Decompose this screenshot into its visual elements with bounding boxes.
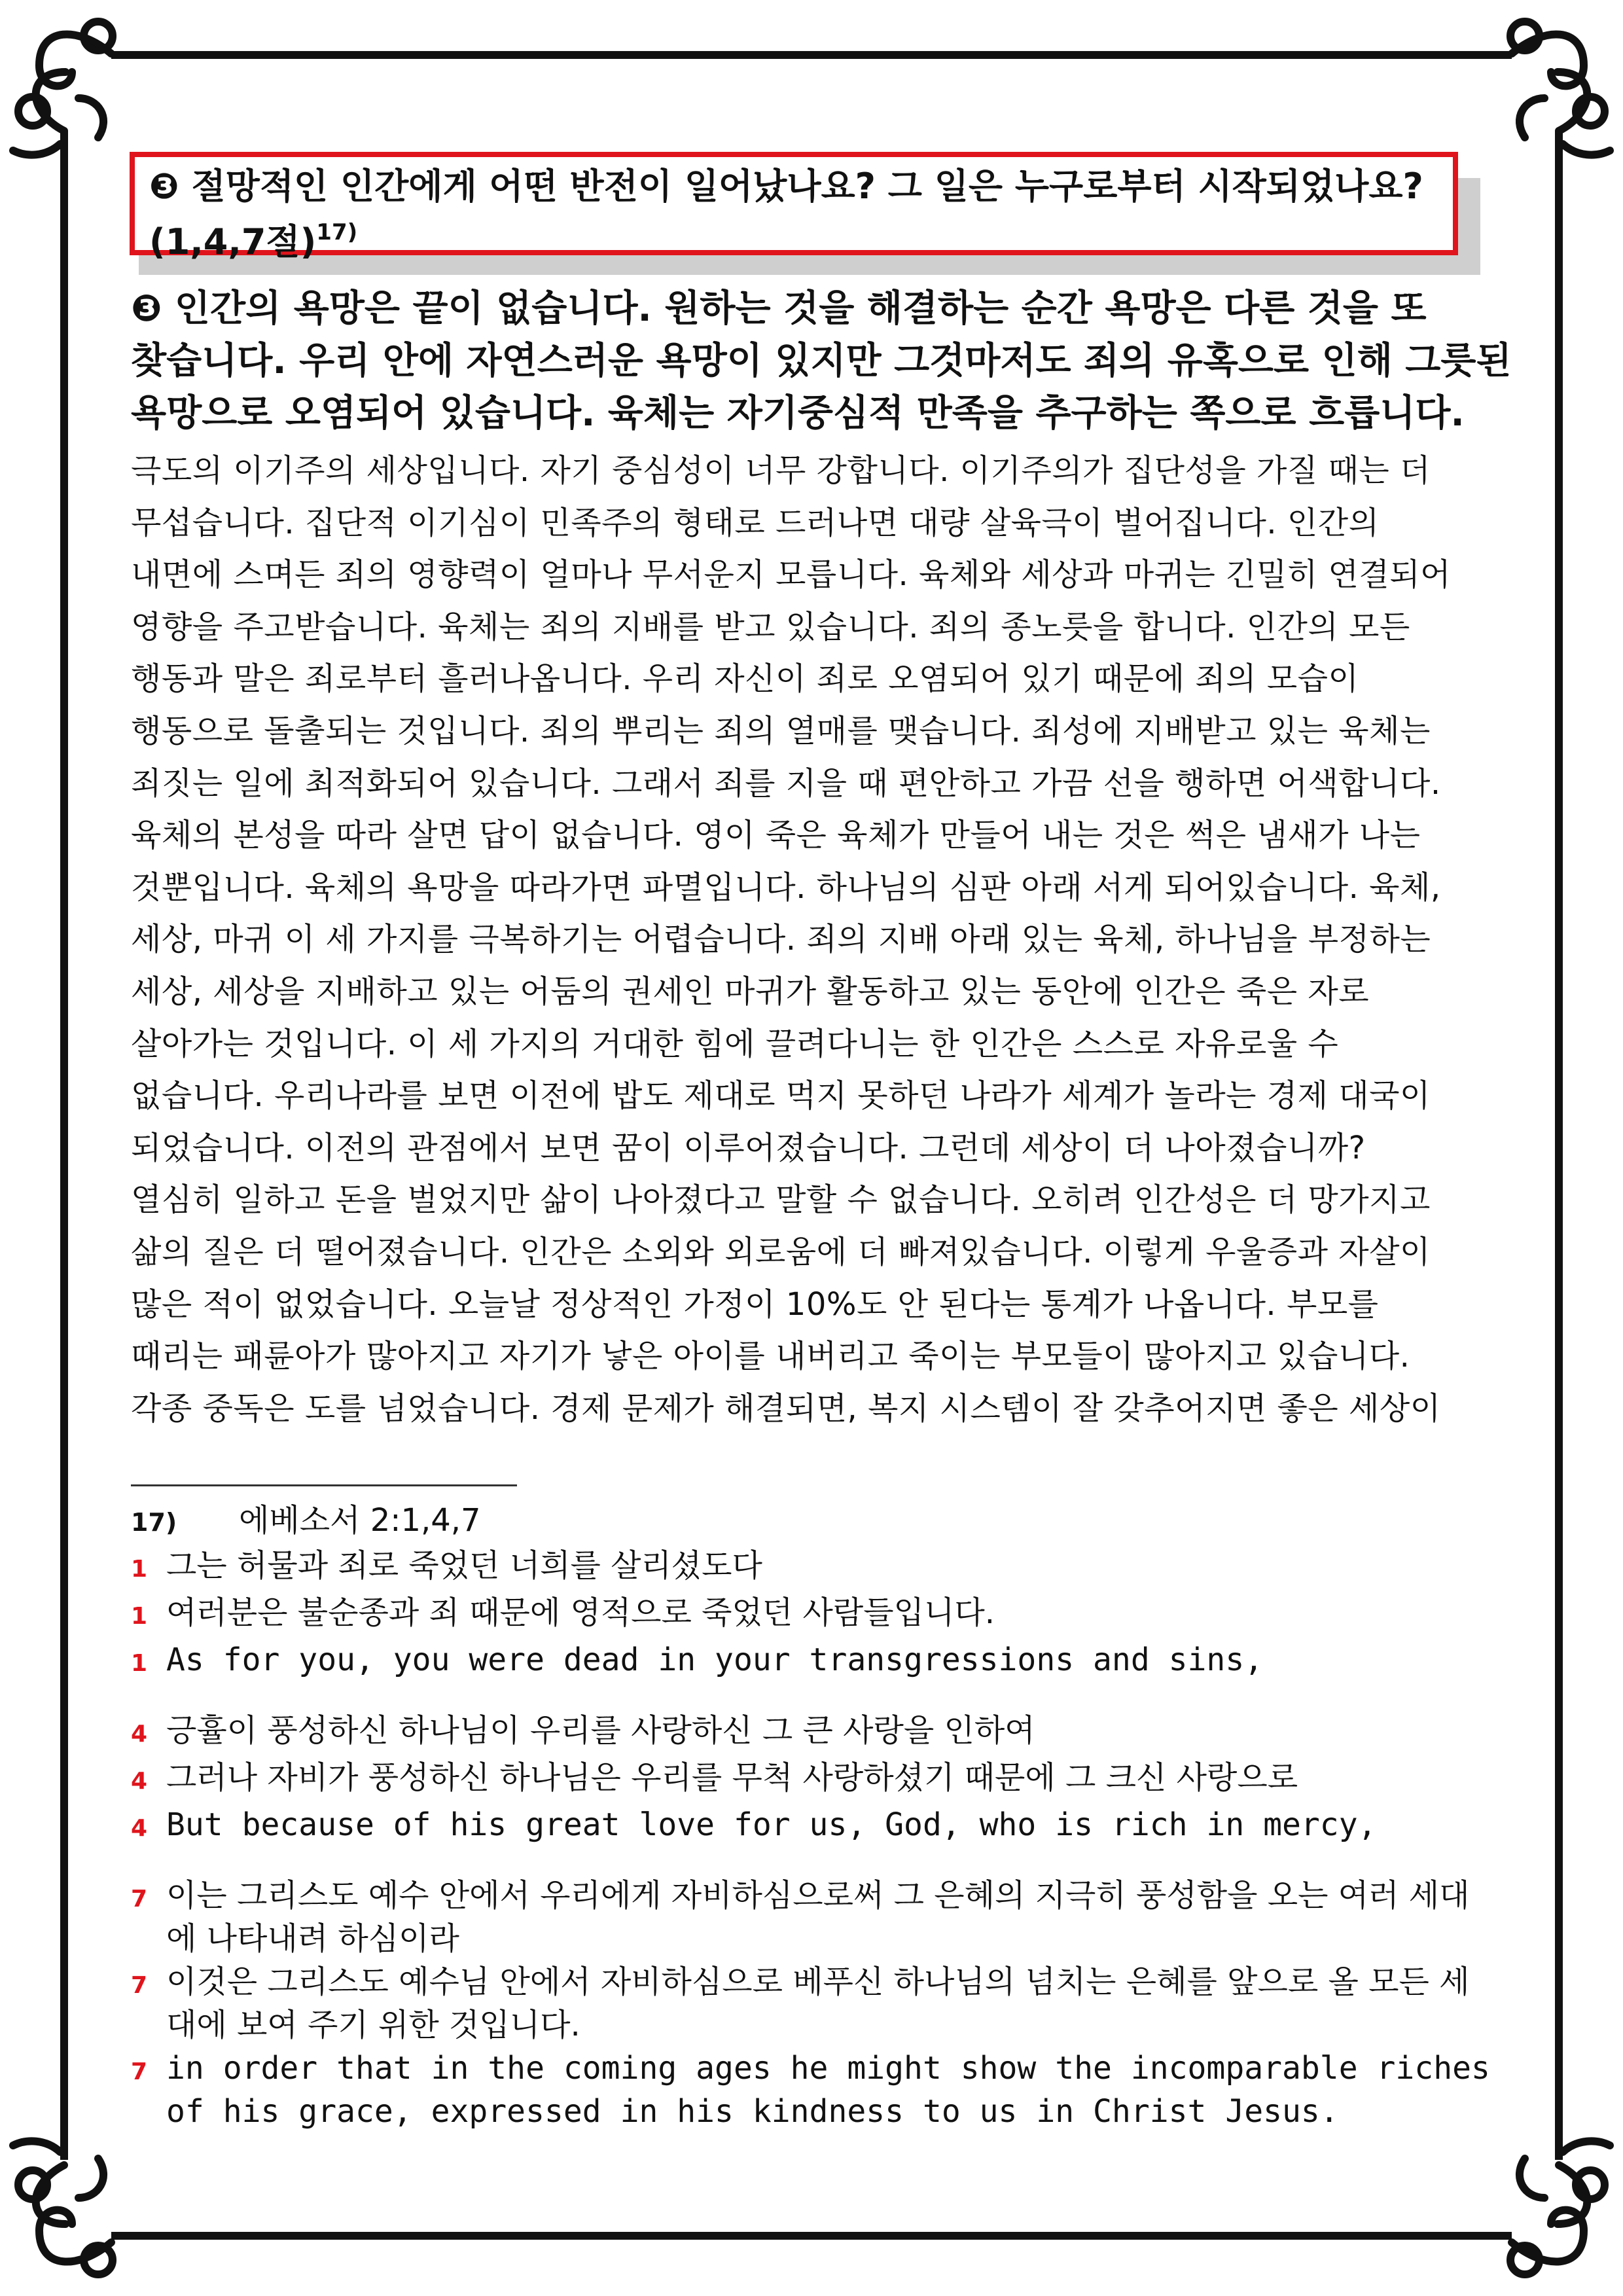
body-line: 행동과 말은 죄로부터 흘러나옵니다. 우리 자신이 죄로 오염되어 있기 때문에 죄의 모습이 — [131, 660, 1359, 698]
verse-number: 4 — [131, 1768, 148, 1795]
body-line: 삶의 질은 더 떨어졌습니다. 인간은 소외와 외로움에 더 빠져있습니다. 이렇게 우울증과 자살이 — [131, 1233, 1431, 1270]
footnote-ref: 17) — [316, 219, 358, 245]
verse-number: 1 — [131, 1603, 148, 1630]
verse-gap — [131, 1685, 1492, 1709]
verse-text: 긍휼이 풍성하신 하나님이 우리를 사랑하신 그 큰 사랑을 인하여 — [166, 1712, 1035, 1749]
footnote-heading — [131, 1499, 1492, 1544]
body-line: 되었습니다. 이전의 관점에서 보면 꿈이 이루어졌습니다. 그런데 세상이 더 나아졌습니까? — [131, 1129, 1366, 1166]
verse-number: 1 — [131, 1556, 148, 1583]
verse-text: 그러나 자비가 풍성하신 하나님은 우리를 무척 사랑하셨기 때문에 그 크신 사랑으로 — [166, 1759, 1298, 1796]
footnote-divider — [131, 1484, 517, 1486]
verse-text: 이는 그리스도 예수 안에서 우리에게 자비하심으로써 그 은혜의 지극히 풍성함을 오는 여러 세대에 나타내려 하심이라 — [166, 1877, 1470, 1957]
verse-text: 여러분은 불순종과 죄 때문에 영적으로 죽었던 사람들입니다. — [166, 1594, 995, 1631]
question-box — [130, 152, 1458, 262]
verse-item — [131, 1874, 1492, 1960]
verse-number: 4 — [131, 1815, 148, 1842]
verse-number: 7 — [131, 2058, 148, 2085]
body-line: 없습니다. 우리나라를 보면 이전에 밥도 제대로 먹지 못하던 나라가 세계가 놀라는 경제 대국이 — [131, 1077, 1431, 1115]
footnote-reference: 에베소서 2:1,4,7 — [239, 1502, 481, 1539]
verse-number: 7 — [131, 1886, 148, 1912]
body-line: 육체의 본성을 따라 살면 답이 없습니다. 영이 죽은 육체가 만들어 내는 것은 썩은 냄새가 나는 — [131, 817, 1421, 854]
body-line: 내면에 스며든 죄의 영향력이 얼마나 무서운지 모릅니다. 육체와 세상과 마귀는 긴밀히 연결되어 — [131, 556, 1451, 594]
verse-text: 그는 허물과 죄로 죽었던 너희를 살리셨도다 — [166, 1547, 762, 1584]
footnote-block — [131, 1499, 1492, 2133]
verse-text: As for you, you were dead in your transgressions and sins, — [166, 1641, 1264, 1678]
verse-text: 이것은 그리스도 예수님 안에서 자비하심으로 베푸신 하나님의 넘치는 은혜를 앞으로 올 모든 세대에 보여 주기 위한 것입니다. — [166, 1964, 1470, 2043]
frame-left-line — [60, 131, 68, 2160]
verse-item — [131, 1638, 1492, 1685]
body-line: 극도의 이기주의 세상입니다. 자기 중심성이 너무 강합니다. 이기주의가 집단성을 가질 때는 더 — [131, 452, 1431, 489]
verse-item — [131, 1756, 1492, 1803]
answer-lead — [131, 283, 1512, 440]
verse-item — [131, 1709, 1492, 1756]
verse-number: 4 — [131, 1721, 148, 1748]
verse-number: 7 — [131, 1972, 148, 1999]
body-line: 행동으로 돌출되는 것입니다. 죄의 뿌리는 죄의 열매를 맺습니다. 죄성에 지배받고 있는 육체는 — [131, 712, 1431, 749]
body-line: 영향을 주고받습니다. 육체는 죄의 지배를 받고 있습니다. 죄의 종노릇을 합니다. 인간의 모든 — [131, 608, 1410, 645]
body-line: 각종 중독은 도를 넘었습니다. 경제 문제가 해결되면, 복지 시스템이 잘 갖추어지면 좋은 세상이 — [131, 1390, 1441, 1427]
verse-item — [131, 1803, 1492, 1850]
verse-item — [131, 1960, 1492, 2047]
body-line: 살아가는 것입니다. 이 세 가지의 거대한 힘에 끌려다니는 한 인간은 스스로 자유로울 수 — [131, 1025, 1339, 1062]
body-line: 세상, 마귀 이 세 가지를 극복하기는 어렵습니다. 죄의 지배 아래 있는 육체, 하나님을 부정하는 — [131, 921, 1431, 958]
verse-gap — [131, 1850, 1492, 1874]
verse-text: in order that in the coming ages he might show the incomparable riches of his grace, expressed in his kindness to us in Christ Jesus. — [166, 2050, 1490, 2130]
footnote-number: 17) — [131, 1508, 177, 1537]
verse-item — [131, 1591, 1492, 1638]
answer-body — [131, 445, 1492, 1435]
question-line-1: ❸ 절망적인 인간에게 어떤 반전이 일어났나요? 그 일은 누구로부터 시작되었나요? — [149, 166, 1423, 207]
frame-right-line — [1555, 131, 1563, 2160]
question-line-2 — [149, 209, 1436, 265]
verse-item — [131, 2047, 1492, 2133]
body-line: 세상, 세상을 지배하고 있는 어둠의 권세인 마귀가 활동하고 있는 동안에 인간은 죽은 자로 — [131, 973, 1370, 1010]
body-line: 것뿐입니다. 육체의 욕망을 따라가면 파멸입니다. 하나님의 심판 아래 서게 되어있습니다. 육체, — [131, 869, 1441, 906]
body-line: 죄짓는 일에 최적화되어 있습니다. 그래서 죄를 지을 때 편안하고 가끔 선을 행하면 어색합니다. — [131, 764, 1441, 802]
frame-top-line — [111, 51, 1512, 59]
frame-bottom-line — [111, 2232, 1512, 2240]
verse-number: 1 — [131, 1650, 148, 1677]
body-line: 많은 적이 없었습니다. 오늘날 정상적인 가정이 10%도 안 된다는 통계가 나옵니다. 부모를 — [131, 1285, 1379, 1323]
lead-line: 찾습니다. 우리 안에 자연스러운 욕망이 있지만 그것마저도 죄의 유혹으로 인해 그릇된 — [131, 340, 1512, 382]
lead-line: ❸ 인간의 욕망은 끝이 없습니다. 원하는 것을 해결하는 순간 욕망은 다른 것을 또 — [131, 287, 1427, 330]
body-line: 때리는 패륜아가 많아지고 자기가 낳은 아이를 내버리고 죽이는 부모들이 많아지고 있습니다. — [131, 1338, 1410, 1375]
body-line: 무섭습니다. 집단적 이기심이 민족주의 형태로 드러나면 대량 살육극이 벌어집니다. 인간의 — [131, 504, 1380, 541]
body-line: 열심히 일하고 돈을 벌었지만 삶이 나아졌다고 말할 수 없습니다. 오히려 인간성은 더 망가지고 — [131, 1181, 1431, 1219]
verse-item — [131, 1544, 1492, 1591]
verse-text: But because of his great love for us, God, who is rich in mercy, — [166, 1806, 1377, 1843]
lead-line: 욕망으로 오염되어 있습니다. 육체는 자기중심적 만족을 추구하는 쪽으로 흐릅니다. — [131, 392, 1465, 435]
question-verses: (1,4,7절) — [149, 221, 317, 262]
